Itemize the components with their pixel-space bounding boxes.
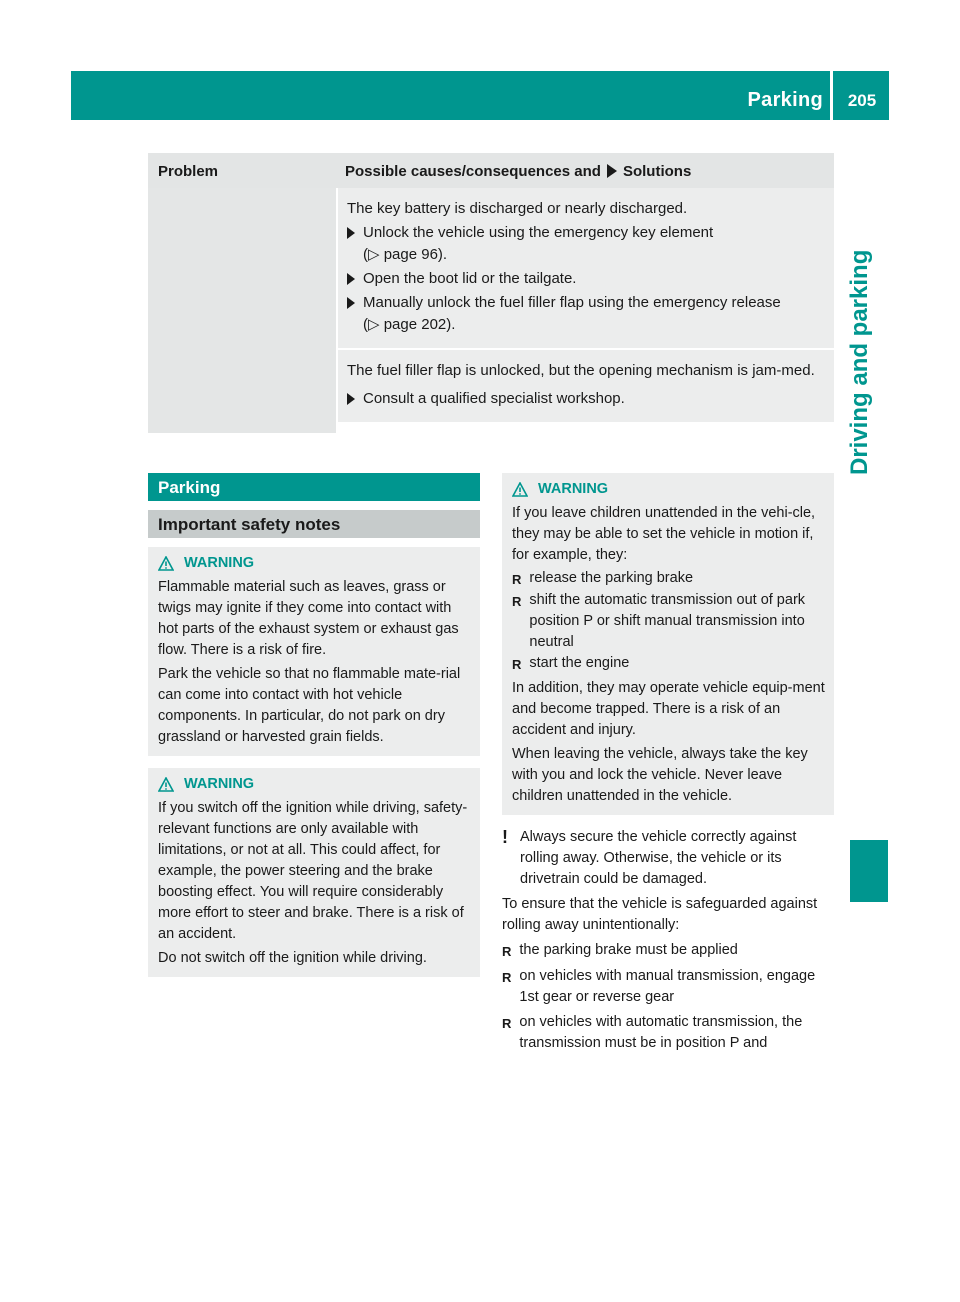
play-arrow-icon xyxy=(347,273,355,285)
solution-cell xyxy=(338,188,834,348)
warning-text: In addition, they may operate vehicle equip-ment and become trapped. There is a risk of an accident and injury. xyxy=(512,680,825,738)
play-arrow-icon xyxy=(347,227,355,239)
side-tab-label: Driving and parking xyxy=(846,249,873,475)
warning-title: WARNING xyxy=(184,776,255,792)
header-divider xyxy=(830,71,833,120)
step-text: Unlock the vehicle using the emergency key element xyxy=(363,224,714,241)
step-text: Manually unlock the fuel filler flap using the emergency release xyxy=(363,294,781,311)
subsection-title: Important safety notes xyxy=(148,510,480,538)
caution-note xyxy=(502,827,834,890)
table-header-text: Possible causes/consequences and xyxy=(345,163,601,180)
cause-text: The fuel filler flap is unlocked, but the opening mechanism is jam-med. xyxy=(347,362,815,379)
warning-triangle-icon xyxy=(158,777,174,792)
table-header-solutions xyxy=(336,153,834,188)
list-item-text: the parking brake must be applied xyxy=(519,942,738,958)
bullet-icon: R xyxy=(502,944,512,959)
bullet-icon: R xyxy=(502,970,512,985)
list-item xyxy=(502,1012,834,1054)
table-header-row xyxy=(148,153,834,188)
list-item-text: release the parking brake xyxy=(529,570,694,586)
warning-bullet-list xyxy=(512,568,826,675)
play-arrow-icon xyxy=(347,297,355,309)
section-title: Parking xyxy=(148,473,480,501)
play-arrow-icon xyxy=(607,164,617,178)
warning-box xyxy=(148,547,480,756)
warning-text: If you switch off the ignition while driving, safety-relevant functions are only available with limitations, or not at all. This could affect, for example, the power steering and the brake boosting effect. You will require considerably more effort to steer and brake. There is a risk of an accident. xyxy=(158,800,468,942)
list-item-text: shift the automatic transmission out of park position P or shift manual transmission into neutral xyxy=(529,592,806,650)
bullet-icon: R xyxy=(512,657,522,672)
solution-step xyxy=(347,292,826,336)
solution-step xyxy=(347,268,826,290)
step-text: Consult a qualified specialist workshop. xyxy=(363,390,625,407)
problem-solution-table xyxy=(148,153,834,433)
solution-step xyxy=(347,388,826,410)
page-reference: (▷ page 96). xyxy=(363,246,448,263)
list-item xyxy=(502,966,834,1008)
side-tab-marker xyxy=(850,840,888,902)
list-item-text: on vehicles with automatic transmission, the transmission must be in position P and xyxy=(519,1014,803,1051)
list-item-text: on vehicles with manual transmission, engage 1st gear or reverse gear xyxy=(519,968,816,1005)
left-column xyxy=(148,473,480,977)
page-reference: (▷ page 202). xyxy=(363,316,456,333)
play-arrow-icon xyxy=(347,393,355,405)
table-header-problem: Problem xyxy=(158,163,219,180)
warning-triangle-icon xyxy=(158,556,174,571)
intro-text: To ensure that the vehicle is safeguarded against rolling away unintentionally: xyxy=(502,896,818,933)
warning-header xyxy=(158,553,472,574)
warning-text: If you leave children unattended in the vehi-cle, they may be able to set the vehicle in motion if, for example, they: xyxy=(512,505,816,563)
warning-box xyxy=(502,473,834,815)
warning-triangle-icon xyxy=(512,482,528,497)
header-bar xyxy=(71,71,889,120)
bullet-icon: R xyxy=(502,1016,512,1031)
list-item-text: start the engine xyxy=(529,655,630,671)
problem-cell xyxy=(148,188,336,433)
page-number: 205 xyxy=(847,91,877,110)
list-item xyxy=(512,590,826,653)
warning-text: When leaving the vehicle, always take the key with you and lock the vehicle. Never leave children unattended in the vehicle. xyxy=(512,746,808,804)
list-item xyxy=(502,940,834,962)
warning-text: Flammable material such as leaves, grass or twigs may ignite if they come into contact with hot parts of the exhaust system or exhaust gas flow. There is a risk of fire. xyxy=(158,579,459,658)
warning-header xyxy=(512,479,826,500)
list-item xyxy=(512,568,826,590)
warning-box xyxy=(148,768,480,977)
body-text xyxy=(502,894,834,1054)
caution-text: Always secure the vehicle correctly against rolling away. Otherwise, the vehicle or its drivetrain could be damaged. xyxy=(520,829,797,887)
warning-title: WARNING xyxy=(184,555,255,571)
warning-text: Park the vehicle so that no flammable mate-rial can come into contact with hot vehicle components. In particular, do not park on dry grassland or harvested grain fields. xyxy=(158,666,461,745)
bullet-list xyxy=(502,940,834,1054)
list-item xyxy=(512,653,826,675)
table-row xyxy=(148,188,834,433)
section-header-title: Parking xyxy=(747,89,823,111)
cause-text: The key battery is discharged or nearly discharged. xyxy=(347,200,688,217)
solution-cell xyxy=(338,350,834,422)
solution-step xyxy=(347,222,826,266)
exclamation-icon: ! xyxy=(502,827,508,847)
bullet-icon: R xyxy=(512,572,522,587)
warning-text: Do not switch off the ignition while driving. xyxy=(158,950,427,966)
bullet-icon: R xyxy=(512,594,522,609)
warning-title: WARNING xyxy=(538,481,609,497)
right-column xyxy=(502,473,834,1054)
step-text: Open the boot lid or the tailgate. xyxy=(363,270,577,287)
solutions-column xyxy=(338,188,834,433)
table-header-solutions-text: Solutions xyxy=(622,163,692,180)
warning-header xyxy=(158,774,472,795)
